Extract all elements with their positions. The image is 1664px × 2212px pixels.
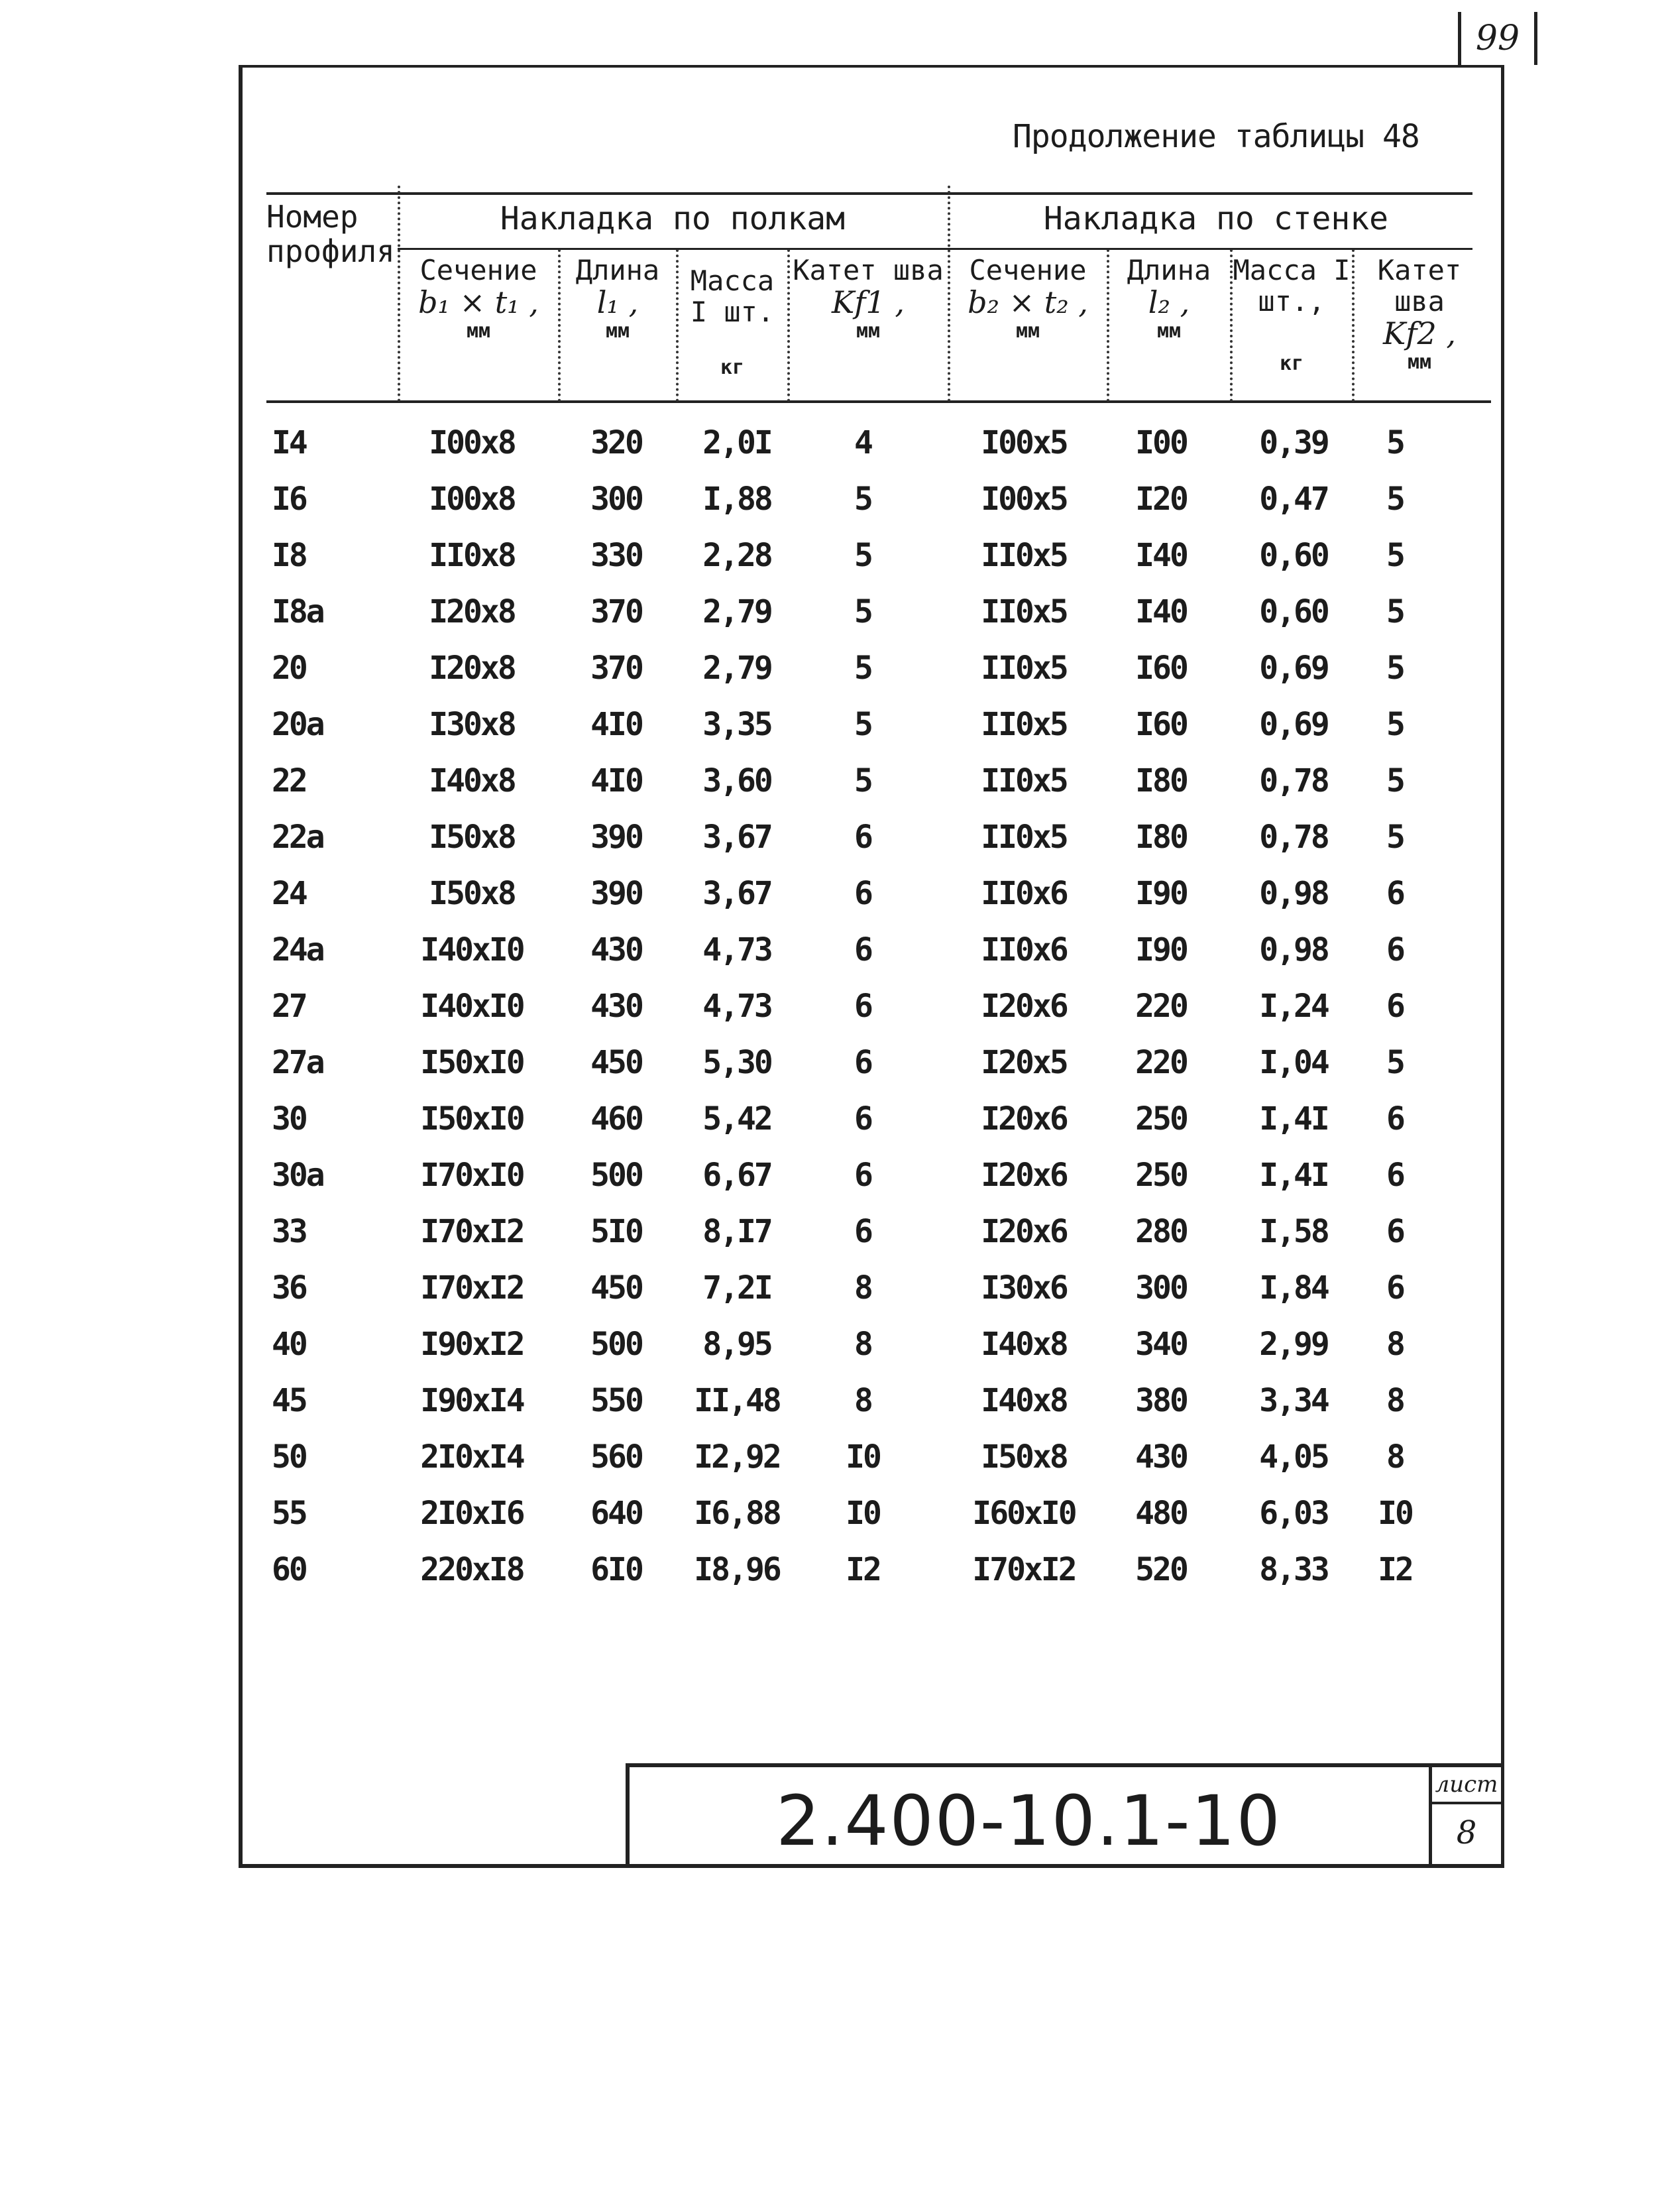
cell-flange-weld-leg: 6 (854, 931, 871, 968)
cell-flange-section: I00x8 (429, 481, 515, 518)
cell-web-mass: I,24 (1259, 988, 1328, 1025)
subheader-web-section: Сечение b₂ × t₂ , мм (968, 254, 1088, 343)
cell-flange-weld-leg: I0 (846, 1495, 880, 1532)
cell-web-section: II0x5 (981, 650, 1067, 687)
cell-flange-weld-leg: I0 (846, 1438, 880, 1476)
cell-flange-length: 460 (590, 1100, 642, 1137)
cell-profile-number: 36 (272, 1269, 306, 1307)
cell-web-weld-leg: 8 (1386, 1382, 1404, 1419)
cell-flange-length: 330 (590, 537, 642, 574)
cell-profile-number: I6 (272, 481, 306, 518)
cell-web-weld-leg: 5 (1386, 424, 1404, 461)
cell-web-mass: I,84 (1259, 1269, 1328, 1307)
cell-web-length: 220 (1135, 1044, 1187, 1081)
cell-flange-section: I20x8 (429, 650, 515, 687)
cell-flange-length: 370 (590, 650, 642, 687)
cell-flange-section: 2I0xI6 (420, 1495, 524, 1532)
cell-web-length: 340 (1135, 1326, 1187, 1363)
cell-flange-section: I90xI2 (420, 1326, 524, 1363)
cell-flange-length: 4I0 (590, 706, 642, 743)
cell-flange-length: 5I0 (590, 1213, 642, 1250)
cell-flange-length: 390 (590, 819, 642, 856)
cell-web-length: 220 (1135, 988, 1187, 1025)
subheader-web-mass: Масса I шт., кг (1233, 254, 1351, 376)
cell-web-weld-leg: 8 (1386, 1438, 1404, 1476)
cell-profile-number: 50 (272, 1438, 306, 1476)
table-caption: Продолжение таблицы 48 (1013, 118, 1419, 155)
cell-flange-mass: I8,96 (694, 1551, 780, 1588)
cell-flange-weld-leg: 6 (854, 1213, 871, 1250)
cell-web-weld-leg: 5 (1386, 762, 1404, 799)
cell-flange-length: 300 (590, 481, 642, 518)
cell-web-section: I20x6 (981, 1100, 1067, 1137)
cell-web-weld-leg: 6 (1386, 1269, 1404, 1307)
cell-web-weld-leg: 6 (1386, 875, 1404, 912)
cell-flange-mass: 2,28 (702, 537, 771, 574)
cell-flange-length: 560 (590, 1438, 642, 1476)
cell-web-weld-leg: 5 (1386, 481, 1404, 518)
cell-flange-section: I70xI0 (420, 1157, 524, 1194)
subheader-web-length: Длина l₂ , мм (1127, 254, 1211, 343)
cell-flange-weld-leg: 6 (854, 819, 871, 856)
cell-web-weld-leg: 5 (1386, 650, 1404, 687)
cell-flange-mass: 3,35 (702, 706, 771, 743)
cell-profile-number: I8 (272, 537, 306, 574)
cell-web-section: I20x6 (981, 1213, 1067, 1250)
cell-flange-weld-leg: 5 (854, 706, 871, 743)
cell-web-length: I90 (1135, 875, 1187, 912)
cell-web-mass: 0,69 (1259, 650, 1328, 687)
cell-flange-mass: I2,92 (694, 1438, 780, 1476)
cell-flange-weld-leg: 6 (854, 1044, 871, 1081)
subheader-flange-weld-leg: Катет шва Kf1 , мм (793, 254, 944, 343)
cell-web-length: 430 (1135, 1438, 1187, 1476)
cell-flange-length: 450 (590, 1044, 642, 1081)
cell-flange-section: I00x8 (429, 424, 515, 461)
cell-flange-mass: 5,30 (702, 1044, 771, 1081)
cell-flange-weld-leg: 8 (854, 1269, 871, 1307)
cell-web-weld-leg: I2 (1378, 1551, 1412, 1588)
cell-web-length: I60 (1135, 706, 1187, 743)
cell-flange-length: 4I0 (590, 762, 642, 799)
cell-web-mass: 6,03 (1259, 1495, 1328, 1532)
cell-flange-section: I50x8 (429, 875, 515, 912)
cell-flange-length: 500 (590, 1326, 642, 1363)
header-group-flange: Накладка по полкам (500, 200, 846, 237)
cell-web-mass: 2,99 (1259, 1326, 1328, 1363)
cell-web-weld-leg: 8 (1386, 1326, 1404, 1363)
cell-flange-section: I30x8 (429, 706, 515, 743)
cell-web-section: I70xI2 (972, 1551, 1076, 1588)
cell-web-mass: 0,78 (1259, 762, 1328, 799)
cell-flange-section: I50xI0 (420, 1100, 524, 1137)
cell-flange-length: 320 (590, 424, 642, 461)
cell-web-mass: I,58 (1259, 1213, 1328, 1250)
cell-flange-section: I90xI4 (420, 1382, 524, 1419)
cell-web-mass: 0,60 (1259, 537, 1328, 574)
cell-flange-length: 430 (590, 988, 642, 1025)
cell-flange-mass: II,48 (694, 1382, 780, 1419)
cell-flange-mass: 2,0I (702, 424, 771, 461)
cell-flange-mass: 7,2I (702, 1269, 771, 1307)
cell-web-length: 520 (1135, 1551, 1187, 1588)
cell-web-length: I90 (1135, 931, 1187, 968)
cell-web-weld-leg: 6 (1386, 988, 1404, 1025)
cell-flange-mass: 8,I7 (702, 1213, 771, 1250)
cell-flange-section: I50xI0 (420, 1044, 524, 1081)
cell-web-mass: 0,78 (1259, 819, 1328, 856)
subheader-web-weld-leg: Катет шва Kf2 , мм (1377, 254, 1462, 374)
cell-flange-length: 550 (590, 1382, 642, 1419)
cell-flange-section: I40x8 (429, 762, 515, 799)
cell-flange-length: 390 (590, 875, 642, 912)
cell-web-section: II0x6 (981, 931, 1067, 968)
cell-web-weld-leg: 5 (1386, 819, 1404, 856)
cell-profile-number: 27 (272, 988, 306, 1025)
cell-web-weld-leg: 6 (1386, 1100, 1404, 1137)
title-block (626, 1763, 1501, 1864)
cell-web-section: I20x5 (981, 1044, 1067, 1081)
cell-web-weld-leg: 5 (1386, 537, 1404, 574)
cell-profile-number: 30 (272, 1100, 306, 1137)
cell-web-section: II0x6 (981, 875, 1067, 912)
cell-web-section: II0x5 (981, 537, 1067, 574)
header-bottom-rule (266, 400, 1491, 403)
cell-flange-length: 500 (590, 1157, 642, 1194)
cell-flange-weld-leg: 5 (854, 762, 871, 799)
cell-profile-number: 20 (272, 650, 306, 687)
cell-web-section: II0x5 (981, 593, 1067, 630)
cell-web-length: I00 (1135, 424, 1187, 461)
cell-flange-section: I50x8 (429, 819, 515, 856)
cell-flange-length: 430 (590, 931, 642, 968)
cell-profile-number: I8a (272, 593, 323, 630)
cell-web-mass: 4,05 (1259, 1438, 1328, 1476)
cell-web-weld-leg: I0 (1378, 1495, 1412, 1532)
cell-profile-number: 45 (272, 1382, 306, 1419)
cell-flange-mass: 2,79 (702, 650, 771, 687)
cell-flange-mass: I6,88 (694, 1495, 780, 1532)
cell-flange-weld-leg: 6 (854, 875, 871, 912)
cell-web-mass: I,04 (1259, 1044, 1328, 1081)
cell-web-mass: 0,69 (1259, 706, 1328, 743)
cell-web-length: 250 (1135, 1100, 1187, 1137)
cell-web-length: 250 (1135, 1157, 1187, 1194)
sheet-label: лист (1432, 1767, 1501, 1804)
cell-flange-mass: 2,79 (702, 593, 771, 630)
cell-web-section: I30x6 (981, 1269, 1067, 1307)
header-top-rule (266, 192, 1472, 195)
cell-profile-number: 22 (272, 762, 306, 799)
header-group-web: Накладка по стенке (1043, 200, 1389, 237)
cell-web-mass: I,4I (1259, 1157, 1328, 1194)
cell-flange-length: 370 (590, 593, 642, 630)
cell-flange-weld-leg: 5 (854, 481, 871, 518)
cell-flange-mass: 5,42 (702, 1100, 771, 1137)
cell-profile-number: I4 (272, 424, 306, 461)
cell-web-length: 300 (1135, 1269, 1187, 1307)
cell-flange-section: I40xI0 (420, 931, 524, 968)
cell-web-mass: 0,47 (1259, 481, 1328, 518)
subheader-flange-section: Сечение b₁ × t₁ , мм (418, 254, 539, 343)
cell-web-mass: I,4I (1259, 1100, 1328, 1137)
cell-flange-mass: 3,67 (702, 819, 771, 856)
cell-flange-mass: 6,67 (702, 1157, 771, 1194)
cell-profile-number: 27a (272, 1044, 323, 1081)
cell-web-length: 480 (1135, 1495, 1187, 1532)
cell-flange-section: I70xI2 (420, 1213, 524, 1250)
cell-flange-weld-leg: 6 (854, 1100, 871, 1137)
cell-flange-length: 6I0 (590, 1551, 642, 1588)
cell-web-section: I50x8 (981, 1438, 1067, 1476)
cell-flange-section: 2I0xI4 (420, 1438, 524, 1476)
cell-web-length: I60 (1135, 650, 1187, 687)
cell-flange-section: II0x8 (429, 537, 515, 574)
page-number: 99 (1458, 12, 1537, 65)
cell-profile-number: 55 (272, 1495, 306, 1532)
cell-flange-weld-leg: 5 (854, 537, 871, 574)
cell-web-length: I40 (1135, 537, 1187, 574)
cell-web-mass: 3,34 (1259, 1382, 1328, 1419)
subheader-flange-mass: Масса I шт. кг (690, 264, 775, 380)
document-code: 2.400-10.1-10 (776, 1780, 1282, 1861)
header-profile-number: Номер профиля (266, 199, 395, 269)
sheet-box (1429, 1767, 1501, 1864)
cell-flange-weld-leg: 6 (854, 988, 871, 1025)
cell-web-weld-leg: 6 (1386, 931, 1404, 968)
cell-profile-number: 24 (272, 875, 306, 912)
cell-flange-section: I20x8 (429, 593, 515, 630)
cell-profile-number: 30a (272, 1157, 323, 1194)
cell-web-section: I40x8 (981, 1326, 1067, 1363)
cell-web-weld-leg: 5 (1386, 1044, 1404, 1081)
cell-web-section: I20x6 (981, 1157, 1067, 1194)
cell-web-section: II0x5 (981, 706, 1067, 743)
cell-web-mass: 0,98 (1259, 931, 1328, 968)
cell-web-section: II0x5 (981, 762, 1067, 799)
cell-flange-length: 640 (590, 1495, 642, 1532)
sheet-number: 8 (1456, 1814, 1477, 1851)
cell-flange-weld-leg: I2 (846, 1551, 880, 1588)
cell-profile-number: 22a (272, 819, 323, 856)
cell-web-section: I00x5 (981, 424, 1067, 461)
cell-flange-section: 220xI8 (420, 1551, 524, 1588)
cell-web-section: I40x8 (981, 1382, 1067, 1419)
cell-web-length: I80 (1135, 819, 1187, 856)
cell-flange-section: I40xI0 (420, 988, 524, 1025)
cell-web-mass: 0,39 (1259, 424, 1328, 461)
cell-flange-mass: 4,73 (702, 988, 771, 1025)
cell-flange-weld-leg: 5 (854, 650, 871, 687)
cell-web-weld-leg: 5 (1386, 593, 1404, 630)
cell-web-weld-leg: 6 (1386, 1157, 1404, 1194)
cell-flange-weld-leg: 8 (854, 1326, 871, 1363)
cell-web-length: I40 (1135, 593, 1187, 630)
cell-flange-weld-leg: 5 (854, 593, 871, 630)
cell-profile-number: 60 (272, 1551, 306, 1588)
cell-web-section: I60xI0 (972, 1495, 1076, 1532)
cell-flange-section: I70xI2 (420, 1269, 524, 1307)
cell-profile-number: 40 (272, 1326, 306, 1363)
cell-flange-weld-leg: 6 (854, 1157, 871, 1194)
cell-web-mass: 0,98 (1259, 875, 1328, 912)
cell-web-length: I80 (1135, 762, 1187, 799)
cell-flange-weld-leg: 4 (854, 424, 871, 461)
cell-web-mass: 0,60 (1259, 593, 1328, 630)
cell-web-length: I20 (1135, 481, 1187, 518)
cell-profile-number: 24a (272, 931, 323, 968)
cell-flange-mass: 4,73 (702, 931, 771, 968)
cell-web-length: 380 (1135, 1382, 1187, 1419)
cell-flange-mass: 3,67 (702, 875, 771, 912)
cell-flange-length: 450 (590, 1269, 642, 1307)
cell-flange-mass: I,88 (702, 481, 771, 518)
cell-web-section: II0x5 (981, 819, 1067, 856)
cell-profile-number: 20a (272, 706, 323, 743)
cell-profile-number: 33 (272, 1213, 306, 1250)
cell-web-mass: 8,33 (1259, 1551, 1328, 1588)
cell-flange-mass: 8,95 (702, 1326, 771, 1363)
cell-flange-mass: 3,60 (702, 762, 771, 799)
cell-web-weld-leg: 6 (1386, 1213, 1404, 1250)
subheader-flange-length: Длина l₁ , мм (575, 254, 660, 343)
cell-web-section: I20x6 (981, 988, 1067, 1025)
cell-flange-weld-leg: 8 (854, 1382, 871, 1419)
cell-web-section: I00x5 (981, 481, 1067, 518)
cell-web-weld-leg: 5 (1386, 706, 1404, 743)
cell-web-length: 280 (1135, 1213, 1187, 1250)
